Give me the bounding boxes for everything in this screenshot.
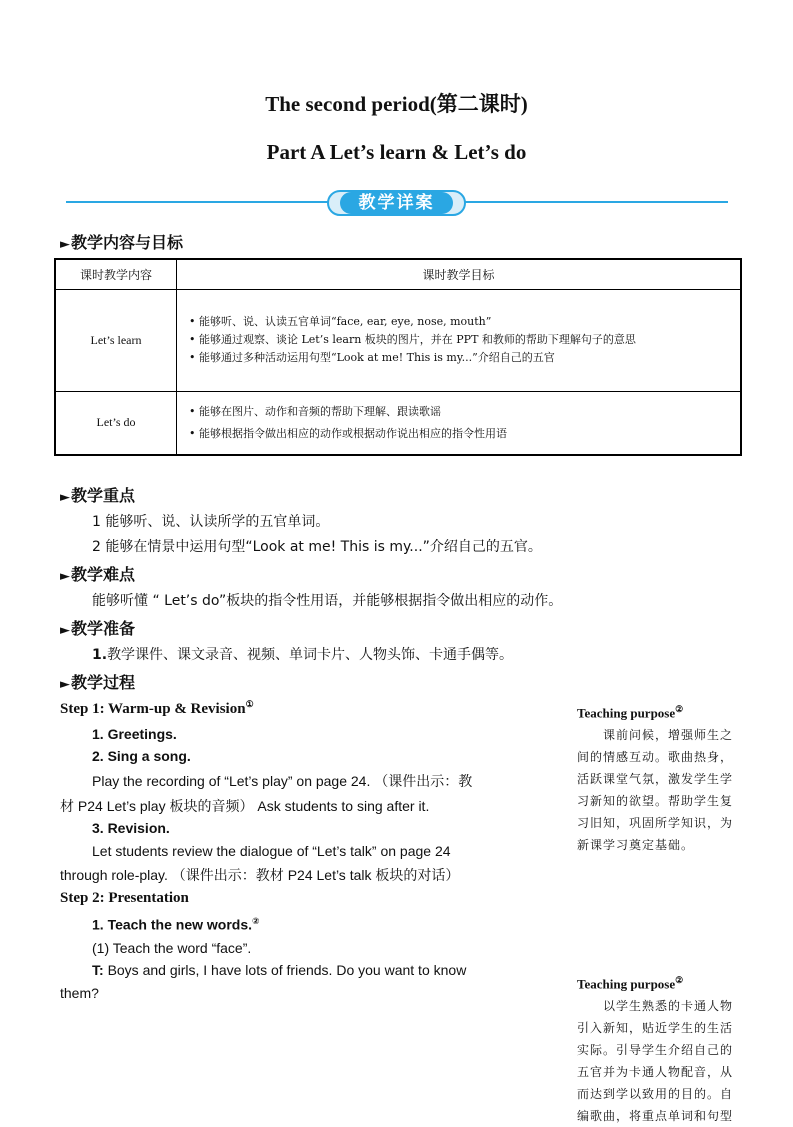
section-goals-heading <box>60 230 183 253</box>
step2-teach-text: 1. Teach the new words. <box>92 916 253 933</box>
side-note-line: 习旧知，巩固所学知识，为 <box>577 816 734 830</box>
step2-teach <box>92 916 260 933</box>
step1-play-line1: Play the recording of “Let’s play” on page 24. （课件出示：教 <box>92 773 473 789</box>
footnote-mark: ② <box>252 916 260 926</box>
preparation-label: 教学准备 <box>71 619 136 638</box>
preparation-heading <box>60 616 135 639</box>
side-note-2-text <box>577 995 747 1127</box>
section-goals-label: 教学内容与目标 <box>71 233 184 252</box>
banner-label: 教学详案 <box>340 192 453 214</box>
table-cell-content: Let’s learn <box>55 289 177 391</box>
side-note-1-title <box>577 704 683 721</box>
footnote-mark: ① <box>245 699 254 709</box>
table-header-goals: 课时教学目标 <box>177 259 742 289</box>
step1-greetings: 1. Greetings. <box>92 726 177 742</box>
key-points-label: 教学重点 <box>71 486 136 505</box>
page-title: The second period(第二课时) <box>265 92 528 116</box>
goal-item: • 能够在图片、动作和音频的帮助下理解、跟读歌谣 <box>189 404 441 418</box>
table-row <box>55 289 741 391</box>
goal-item: • 能够通过多种活动运用句型“Look at me! This is my...”介绍自己的五官 <box>189 351 555 364</box>
table-header-content: 课时教学内容 <box>55 259 177 289</box>
side-note-line: 新课学习奠定基础。 <box>577 838 695 852</box>
side-note-line: 活跃课堂气氛，激发学生学 <box>577 772 734 786</box>
step2-teacher-line1 <box>92 962 466 978</box>
side-note-2-title <box>577 975 683 992</box>
step2-title: Step 2: Presentation <box>60 890 189 906</box>
triangle-icon: ► <box>60 569 70 584</box>
banner-line-right <box>458 201 728 203</box>
side-note-line: 间的情感互动。歌曲热身， <box>577 750 734 764</box>
goal-item: • 能够听、说、认读五官单词“face, ear, eye, nose, mouth” <box>189 315 492 328</box>
table-row <box>55 391 741 455</box>
process-label: 教学过程 <box>71 673 136 692</box>
preparation-text <box>92 644 513 664</box>
step2-face: (1) Teach the word “face”. <box>92 940 252 956</box>
difficulties-label: 教学难点 <box>71 565 136 584</box>
step1-revision-line1: Let students review the dialogue of “Let’s talk” on page 24 <box>92 843 451 859</box>
step1-revision: 3. Revision. <box>92 820 170 836</box>
side-note-line: 课前问候，增强师生之 <box>603 728 734 742</box>
goal-item: • 能够根据指令做出相应的动作或根据动作说出相应的指令性用语 <box>189 426 507 440</box>
step1-play-line2: 材 P24 Let’s play 板块的音频） Ask students to sing after it. <box>60 798 430 814</box>
preparation-number: 1. <box>92 647 108 663</box>
goal-item: • 能够通过观察、谈论 Let’s learn 板块的图片，并在 PPT 和教师的帮助下理解句子的意思 <box>189 333 636 346</box>
step1-sing: 2. Sing a song. <box>92 748 191 764</box>
key-point-item: 2 能够在情景中运用句型“Look at me! This is my...”介绍自己的五官。 <box>92 539 542 555</box>
side-note-line: 习新知的欲望。帮助学生复 <box>577 794 734 808</box>
side-note-title-text: Teaching purpose <box>577 976 676 992</box>
side-note-line: 编歌曲，将重点单词和句型 <box>577 1109 734 1123</box>
teacher-speech: Boys and girls, I have lots of friends. Do you want to know <box>107 962 467 978</box>
table-header-row <box>55 259 741 289</box>
side-note-line: 而达到学以致用的目的。自 <box>577 1087 734 1101</box>
teacher-label: T: <box>92 962 104 978</box>
difficulties-text: 能够听懂 “ Let’s do”板块的指令性用语，并能够根据指令做出相应的动作。 <box>92 593 563 609</box>
step1-title <box>60 699 254 718</box>
preparation-items: 教学课件、课文录音、视频、单词卡片、人物头饰、卡通手偶等。 <box>107 647 514 663</box>
page-subtitle: Part A Let’s learn & Let’s do <box>266 140 527 164</box>
banner-line-left <box>66 201 336 203</box>
footnote-mark: ② <box>675 975 684 985</box>
triangle-icon: ► <box>60 490 70 505</box>
process-heading <box>60 670 135 693</box>
side-note-line: 实际。引导学生介绍自己的 <box>577 1043 734 1057</box>
table-cell-goals <box>177 289 742 391</box>
side-note-title-text: Teaching purpose <box>577 705 676 721</box>
side-note-line: 引入新知，贴近学生的生活 <box>577 1021 734 1035</box>
key-point-item: 1 能够听、说、认读所学的五官单词。 <box>92 514 330 530</box>
side-note-1-text <box>577 724 747 856</box>
side-note-line: 五官并为卡通人物配音，从 <box>577 1065 734 1079</box>
goals-table <box>54 258 742 456</box>
triangle-icon: ► <box>60 677 70 692</box>
difficulties-heading <box>60 562 135 585</box>
banner <box>327 190 466 216</box>
table-cell-goals <box>177 391 742 455</box>
step2-teacher-line2: them? <box>60 985 99 1001</box>
step1-revision-line2: through role-play. （课件出示：教材 P24 Let’s talk 板块的对话） <box>60 867 460 883</box>
key-points-heading <box>60 483 135 506</box>
triangle-icon: ► <box>60 237 70 252</box>
footnote-mark: ② <box>675 704 684 714</box>
step1-title-text: Step 1: Warm-up & Revision <box>60 701 246 717</box>
table-cell-content: Let’s do <box>55 391 177 455</box>
triangle-icon: ► <box>60 623 70 638</box>
side-note-line: 以学生熟悉的卡通人物 <box>603 999 734 1013</box>
